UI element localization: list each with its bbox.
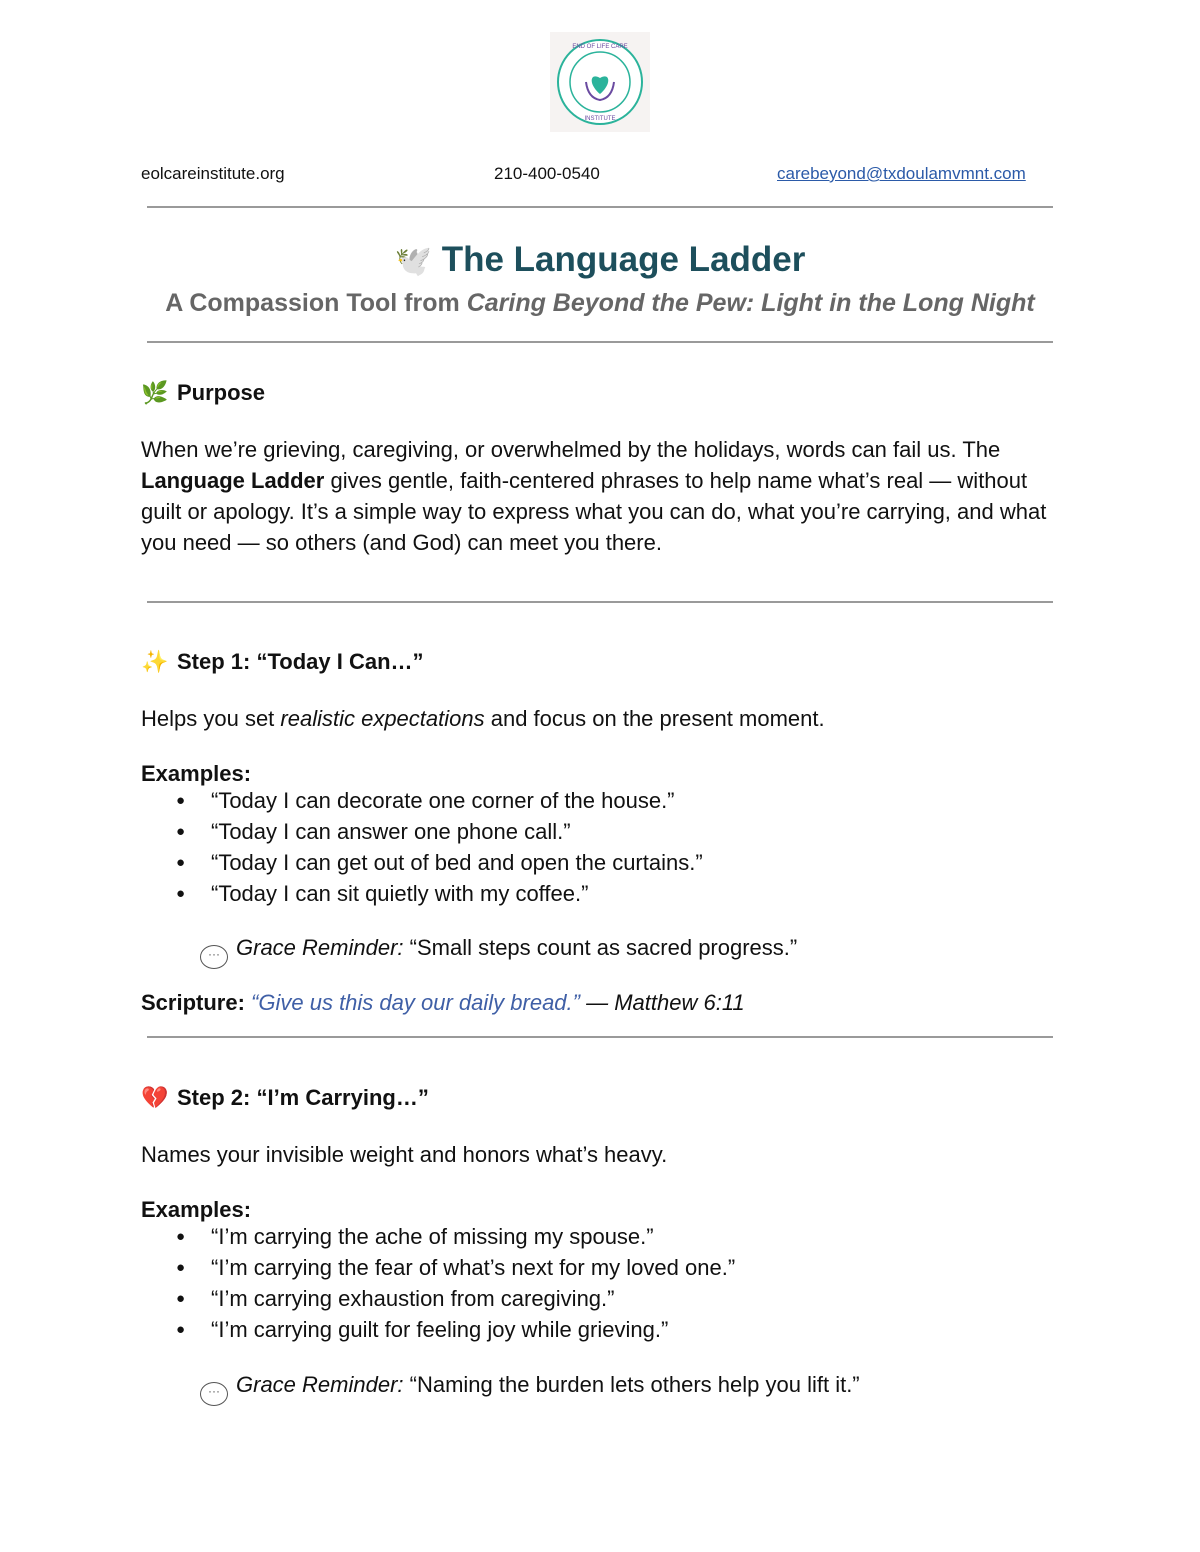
divider <box>147 341 1053 343</box>
step2-heading <box>141 1085 429 1111</box>
title-text: The Language Ladder <box>441 240 806 279</box>
list-item: ● “I’m carrying guilt for feeling joy while grieving.” <box>141 1314 735 1345</box>
emphasis: realistic expectations <box>280 706 485 731</box>
scripture-reference: — Matthew 6:11 <box>579 990 745 1015</box>
list-item: ● “Today I can answer one phone call.” <box>141 816 703 847</box>
list-item: ● “Today I can sit quietly with my coffee.” <box>141 878 703 909</box>
list-item: ● “I’m carrying the ache of missing my spouse.” <box>141 1221 735 1252</box>
step1-description <box>141 703 825 734</box>
broken-heart-icon: 💔 <box>141 1085 169 1110</box>
list-item: ● “I’m carrying the fear of what’s next for my loved one.” <box>141 1252 735 1283</box>
purpose-paragraph <box>141 434 1061 558</box>
grace-label: Grace Reminder: <box>236 935 404 960</box>
examples-label: Examples: <box>141 761 252 786</box>
subtitle-prefix: A Compassion Tool from <box>165 289 467 317</box>
sparkles-icon: ✨ <box>141 649 169 674</box>
step2-examples <box>141 1221 735 1345</box>
examples-label: Examples: <box>141 1197 252 1222</box>
speech-bubble-icon: ··· <box>200 1382 228 1406</box>
herb-icon: 🌿 <box>141 380 169 405</box>
heading-text: Step 2: “I’m Carrying…” <box>177 1085 429 1110</box>
grace-reminder <box>200 932 797 969</box>
divider <box>147 1036 1053 1038</box>
website-link[interactable]: eolcareinstitute.org <box>141 164 285 183</box>
list-item: ● “Today I can decorate one corner of the house.” <box>141 785 703 816</box>
scripture-quote: “Give us this day our daily bread.” <box>251 990 580 1015</box>
grace-text: “Small steps count as sacred progress.” <box>403 935 798 960</box>
logo <box>550 32 650 132</box>
heading-text: Purpose <box>177 380 266 405</box>
book-title: Caring Beyond the Pew: Light in the Long Night <box>466 289 1035 317</box>
speech-bubble-icon: ··· <box>200 945 228 969</box>
text: and focus on the present moment. <box>484 706 825 731</box>
scripture-label: Scripture: <box>141 990 245 1015</box>
grace-label: Grace Reminder: <box>236 1372 404 1397</box>
list-item: ● “Today I can get out of bed and open the curtains.” <box>141 847 703 878</box>
scripture <box>141 987 745 1018</box>
svg-text:END OF LIFE CARE: END OF LIFE CARE <box>572 44 628 50</box>
divider <box>147 206 1053 208</box>
svg-text:INSTITUTE: INSTITUTE <box>584 116 616 122</box>
grace-text: “Naming the burden lets others help you lift it.” <box>403 1372 860 1397</box>
text: Helps you set <box>141 706 281 731</box>
divider <box>147 601 1053 603</box>
purpose-heading <box>141 380 265 406</box>
grace-reminder <box>200 1369 860 1406</box>
step1-examples <box>141 785 703 909</box>
bold-text: Language Ladder <box>141 468 325 493</box>
text: gives gentle, faith-centered phrases to help name what’s real — without guilt or apology. It’s a simple way to express what you can do, what you’re carrying, and what you need — so others (and God) can meet you there. <box>141 468 1047 555</box>
subtitle <box>0 289 1200 318</box>
phone-number: 210-400-0540 <box>494 164 600 183</box>
page-title <box>0 240 1200 280</box>
step1-heading <box>141 649 424 675</box>
heading-text: Step 1: “Today I Can…” <box>177 649 424 674</box>
step2-description: Names your invisible weight and honors what’s heavy. <box>141 1142 668 1167</box>
dove-icon: 🕊️ <box>394 245 432 278</box>
list-item: ● “I’m carrying exhaustion from caregiving.” <box>141 1283 735 1314</box>
logo-seal-icon <box>550 32 650 132</box>
email-link[interactable]: carebeyond@txdoulamvmnt.com <box>777 164 1026 183</box>
text: When we’re grieving, caregiving, or overwhelmed by the holidays, words can fail us. The <box>141 437 1001 462</box>
